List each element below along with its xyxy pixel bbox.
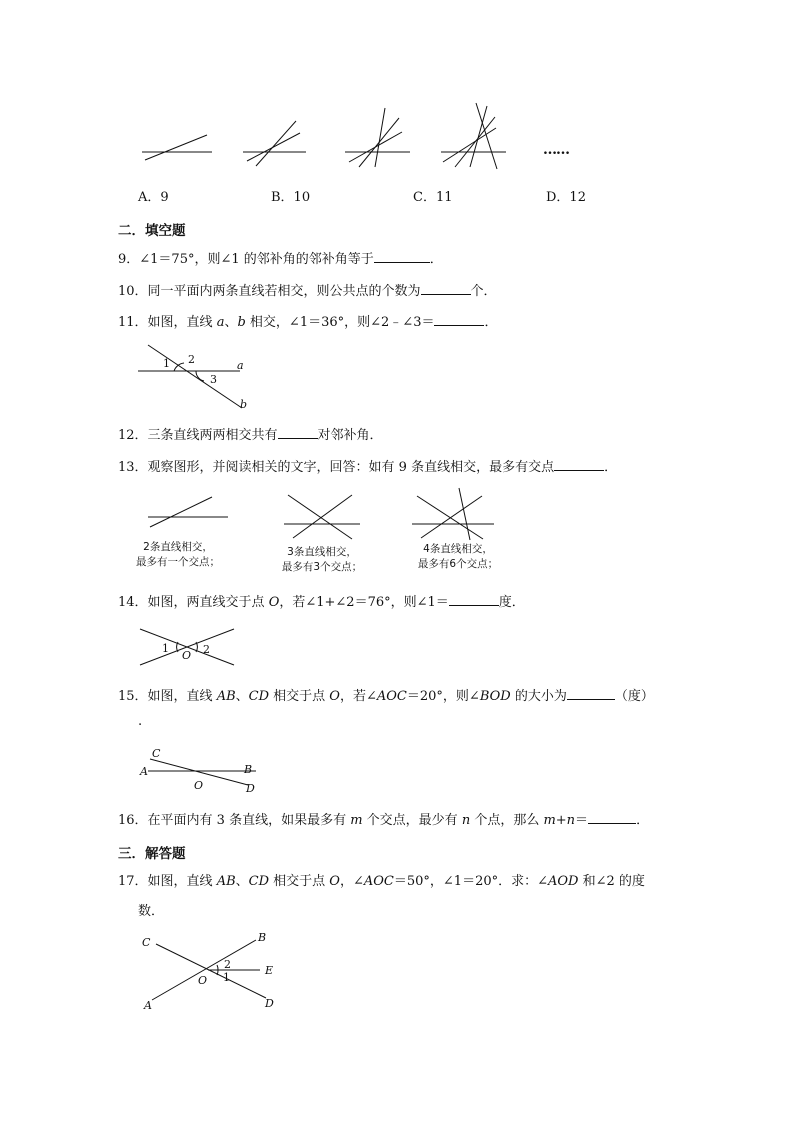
q11-label-1: 1 bbox=[163, 357, 170, 370]
q11-label-b: b bbox=[240, 398, 248, 411]
q17-label-2: 2 bbox=[224, 958, 231, 971]
q12-end: 对邻补角． bbox=[317, 428, 383, 443]
q17-label-d: D bbox=[265, 997, 274, 1010]
q17-label-c: C bbox=[142, 936, 151, 949]
q11-label-3: 3 bbox=[210, 373, 217, 386]
q15-end: （度） bbox=[614, 689, 654, 704]
q16-answer-blank[interactable] bbox=[588, 810, 636, 824]
question-13 bbox=[118, 457, 617, 477]
section-solution-title: 三．解答题 bbox=[118, 846, 186, 862]
question-17 bbox=[118, 873, 645, 891]
q11-text-2: 相交，∠1＝36°，则∠2﹣∠3＝ bbox=[245, 315, 435, 330]
q17-line-ab: AB bbox=[216, 874, 236, 889]
q14-answer-blank[interactable] bbox=[449, 592, 499, 606]
q13-figure-4-lines bbox=[412, 488, 494, 540]
q10-text: 10．同一平面内两条直线若相交，则公共点的个数为 bbox=[118, 284, 421, 299]
q17-label-e: E bbox=[265, 964, 274, 977]
q13-figures bbox=[0, 488, 794, 548]
q13-caption-3-line2: 最多有3个交点； bbox=[281, 561, 363, 573]
q15-angle-bod: BOD bbox=[479, 689, 511, 704]
q16-var-n: n bbox=[461, 813, 471, 828]
q15-sep: 、 bbox=[235, 689, 249, 704]
q16-text-3: 个点，那么 bbox=[470, 813, 544, 828]
q8-figure-d bbox=[441, 103, 506, 169]
question-10 bbox=[118, 281, 497, 301]
q15-var-o: O bbox=[329, 689, 340, 704]
q13-caption-4-line2: 最多有6个交点； bbox=[417, 558, 499, 570]
q16-text-4: ＝ bbox=[575, 813, 589, 828]
q13-figure-2-lines bbox=[148, 497, 228, 527]
q8-figure-a bbox=[142, 135, 212, 160]
q14-end: 度． bbox=[498, 595, 525, 610]
q15-label-a: A bbox=[140, 765, 148, 778]
q17-line-cd: CD bbox=[248, 874, 270, 889]
q17-sep: 、 bbox=[235, 874, 249, 889]
q15-label-b: B bbox=[244, 763, 253, 776]
q16-text-2: 个交点，最少有 bbox=[362, 813, 462, 828]
q17-label-1: 1 bbox=[223, 971, 230, 984]
q13-caption-2-line2: 最多有一个交点； bbox=[136, 556, 220, 568]
q17-label-a: A bbox=[144, 999, 152, 1012]
q8-option-c: C．11 bbox=[413, 190, 453, 205]
q14-text-2: ，若∠1+∠2＝76°，则∠1＝ bbox=[279, 595, 449, 610]
q16-var-m: m bbox=[350, 813, 363, 828]
q11-text: 11．如图，直线 bbox=[118, 315, 217, 330]
q15-label-d: D bbox=[246, 782, 255, 795]
q13-figure-3-lines bbox=[284, 495, 360, 539]
q17-var-o: O bbox=[329, 874, 340, 889]
q16-expr-mn: m+n bbox=[543, 813, 576, 828]
q15-trailing-dot: . bbox=[138, 714, 143, 729]
question-11 bbox=[118, 312, 497, 332]
q15-answer-blank[interactable] bbox=[567, 686, 615, 700]
q15-text-5: 的大小为 bbox=[510, 689, 567, 704]
q13-caption-4-line1: 4条直线相交， bbox=[423, 543, 493, 555]
q15-text: 15．如图，直线 bbox=[118, 689, 217, 704]
q11-answer-blank[interactable] bbox=[434, 312, 484, 326]
q11-var-b: b bbox=[237, 315, 246, 330]
q9-answer-blank[interactable] bbox=[374, 249, 430, 263]
q13-caption-3-line1: 3条直线相交， bbox=[287, 546, 357, 558]
q8-option-a: A．9 bbox=[138, 190, 169, 205]
q16-text: 16．在平面内有 3 条直线，如果最多有 bbox=[118, 813, 351, 828]
q17-figure bbox=[138, 928, 288, 1018]
question-16 bbox=[118, 810, 649, 830]
q17-text-3: ，∠ bbox=[339, 874, 364, 889]
question-14 bbox=[118, 592, 525, 612]
q9-end: ． bbox=[429, 252, 443, 267]
q16-end: ． bbox=[636, 813, 650, 828]
q12-text: 12．三条直线两两相交共有 bbox=[118, 428, 278, 443]
q8-option-b: B．10 bbox=[271, 190, 311, 205]
q8-figure-c bbox=[345, 108, 410, 167]
q15-angle-aoc: AOC bbox=[376, 689, 407, 704]
question-9 bbox=[118, 249, 443, 269]
q15-label-o: O bbox=[194, 779, 204, 792]
q11-label-2: 2 bbox=[188, 353, 195, 366]
q11-end: ． bbox=[484, 315, 498, 330]
q15-label-c: C bbox=[152, 747, 161, 760]
q13-text: 13．观察图形，并阅读相关的文字，回答：如有 9 条直线相交，最多有交点 bbox=[118, 460, 555, 475]
q12-answer-blank[interactable] bbox=[278, 425, 318, 439]
q14-text: 14．如图，两直线交于点 bbox=[118, 595, 269, 610]
q11-var-a: a bbox=[216, 315, 225, 330]
q8-figures bbox=[0, 0, 794, 200]
q10-answer-blank[interactable] bbox=[421, 281, 471, 295]
q10-end: 个． bbox=[470, 284, 497, 299]
q17-label-o: O bbox=[198, 974, 208, 987]
q17-text-2: 相交于点 bbox=[269, 874, 330, 889]
q15-text-2: 相交于点 bbox=[269, 689, 330, 704]
q17-text: 17．如图，直线 bbox=[118, 874, 217, 889]
q13-caption-2-line1: 2条直线相交， bbox=[143, 541, 213, 553]
q17-text-5: 和∠2 的度 bbox=[578, 874, 645, 889]
q11-label-a: a bbox=[237, 359, 244, 372]
q8-option-d: D．12 bbox=[546, 190, 586, 205]
q15-text-3: ，若∠ bbox=[339, 689, 377, 704]
q11-sep: 、 bbox=[224, 315, 238, 330]
q13-answer-blank[interactable] bbox=[554, 457, 604, 471]
q17-text-4: ＝50°，∠1＝20°．求：∠ bbox=[393, 874, 549, 889]
q13-end: ． bbox=[604, 460, 618, 475]
q15-text-4: ＝20°，则∠ bbox=[406, 689, 480, 704]
q11-figure bbox=[130, 338, 270, 418]
q9-text: 9．∠1＝75°，则∠1 的邻补角的邻补角等于 bbox=[118, 252, 374, 267]
q14-figure bbox=[134, 624, 254, 674]
q13-caption-2-lines bbox=[128, 540, 228, 570]
q15-line-cd: CD bbox=[248, 689, 270, 704]
q14-label-o: O bbox=[182, 649, 192, 662]
q17-angle-aoc: AOC bbox=[363, 874, 394, 889]
question-17-line2: 数． bbox=[138, 904, 165, 919]
q14-label-2: 2 bbox=[203, 643, 210, 656]
q17-label-b: B bbox=[258, 931, 267, 944]
q17-angle-aod: AOD bbox=[548, 874, 579, 889]
q8-figure-b bbox=[243, 121, 306, 166]
q15-line-ab: AB bbox=[216, 689, 236, 704]
section-fill-in-title: 二．填空题 bbox=[118, 223, 186, 239]
q14-label-1: 1 bbox=[162, 642, 169, 655]
q15-figure bbox=[138, 744, 278, 794]
q13-caption-4-lines bbox=[408, 542, 508, 572]
q13-caption-3-lines bbox=[272, 545, 372, 575]
q14-var-o: O bbox=[268, 595, 280, 610]
q8-ellipsis: …… bbox=[543, 142, 569, 158]
question-12 bbox=[118, 425, 383, 445]
question-15 bbox=[118, 686, 654, 706]
